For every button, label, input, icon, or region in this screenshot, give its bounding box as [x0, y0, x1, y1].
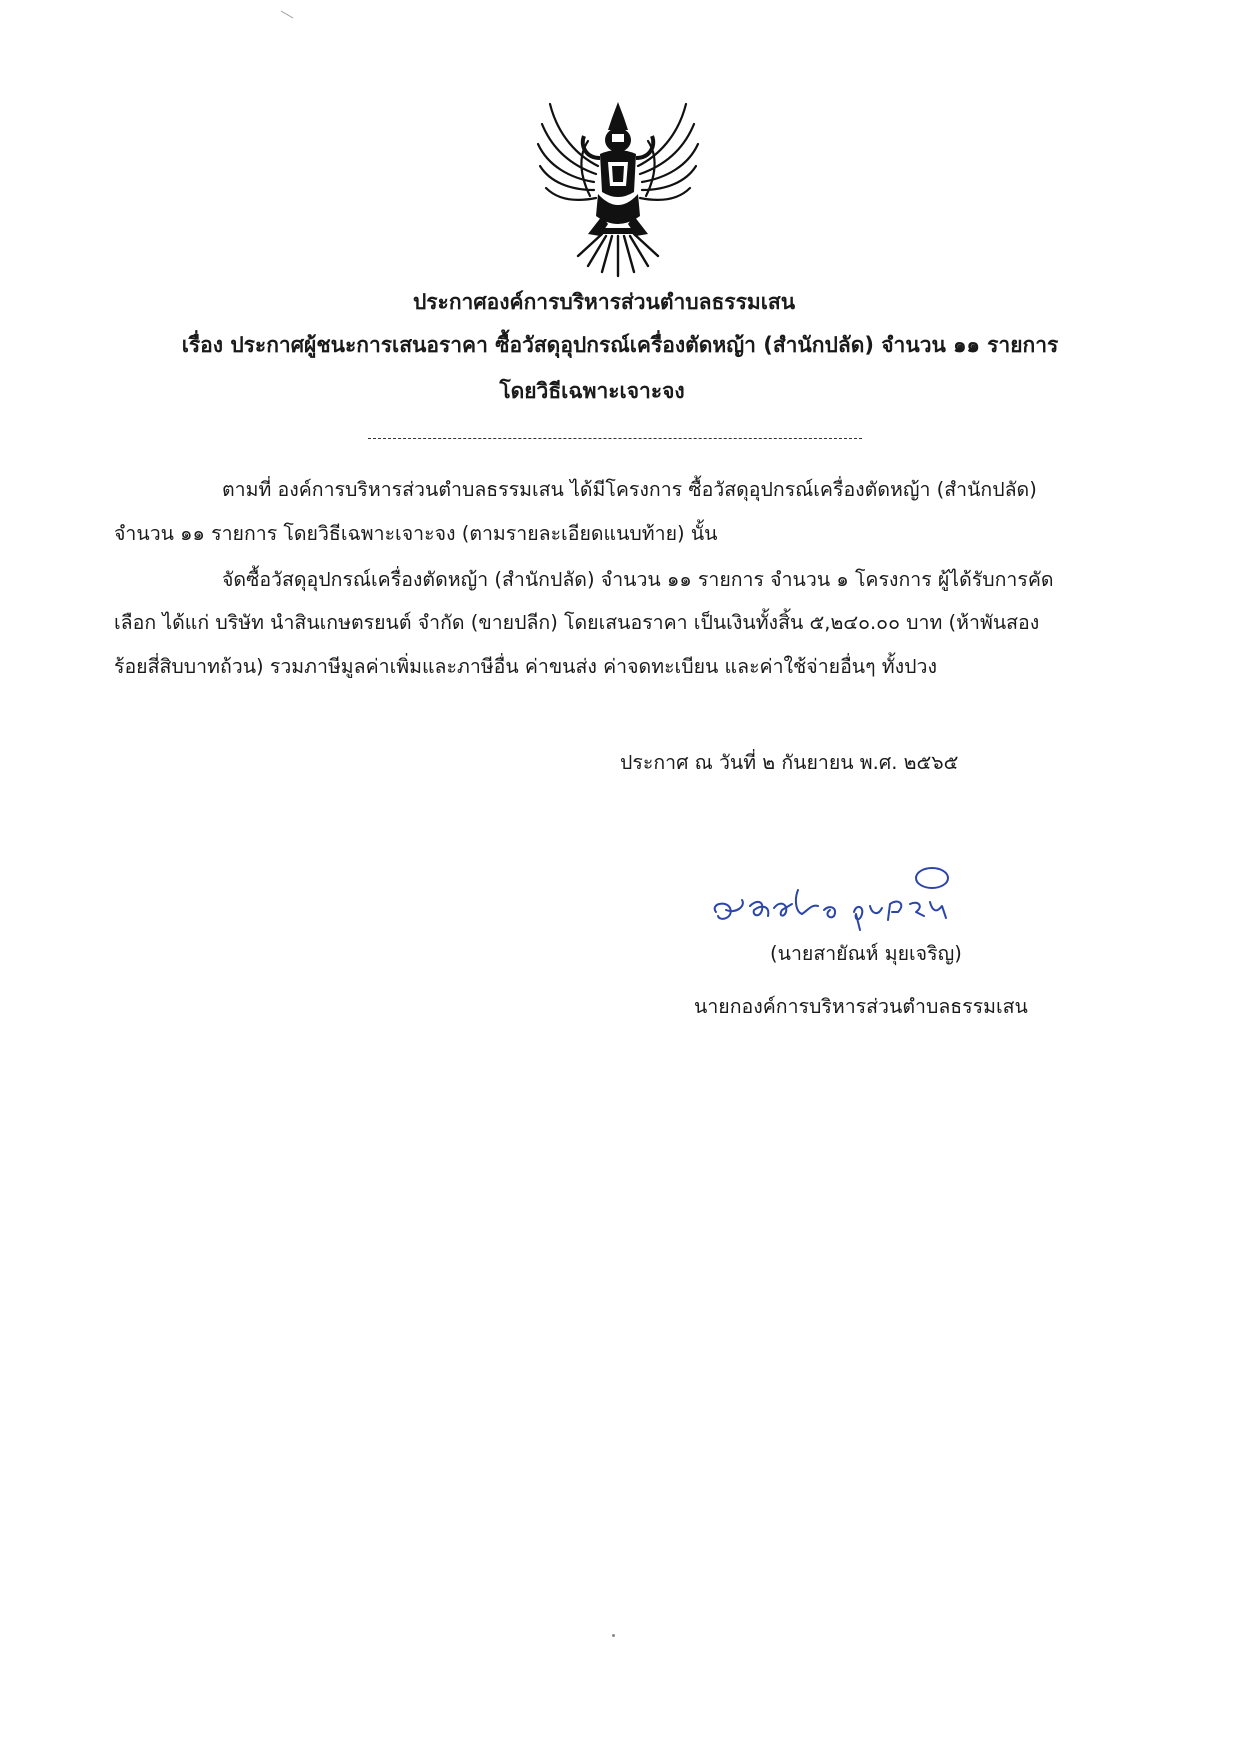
announcement-subject: เรื่อง ประกาศผู้ชนะการเสนอราคา ซื้อวัสดุอุปกรณ์เครื่องตัดหญ้า (สำนักปลัด) จำนวน ๑๑ รายการ — [181, 333, 1059, 357]
announcement-org-title: ประกาศองค์การบริหารส่วนตำบลธรรมเสน — [412, 290, 796, 314]
signer-position: นายกองค์การบริหารส่วนตำบลธรรมเสน — [694, 995, 1028, 1018]
body-paragraph-line: เลือก ได้แก่ บริษัท นำสินเกษตรยนต์ จำกัด (ขายปลีก) โดยเสนอราคา เป็นเงินทั้งสิ้น ๕,๒๔๐.๐๐ บาท (ห้าพันสอง — [114, 611, 1040, 634]
body-paragraph-line: จำนวน ๑๑ รายการ โดยวิธีเฉพาะเจาะจง (ตามรายละเอียดแนบท้าย) นั้น — [114, 522, 718, 545]
garuda-emblem-icon — [528, 96, 708, 281]
body-paragraph-line: จัดซื้อวัสดุอุปกรณ์เครื่องตัดหญ้า (สำนักปลัด) จำนวน ๑๑ รายการ จำนวน ๑ โครงการ ผู้ได้รับการคัด — [222, 568, 1054, 591]
announcement-method: โดยวิธีเฉพาะเจาะจง — [499, 379, 685, 403]
handwritten-signature — [706, 860, 982, 940]
announcement-date: ประกาศ ณ วันที่ ๒ กันยายน พ.ศ. ๒๕๖๕ — [620, 751, 959, 774]
body-paragraph-line: ร้อยสี่สิบบาทถ้วน) รวมภาษีมูลค่าเพิ่มและภาษีอื่น ค่าขนส่ง ค่าจดทะเบียน และค่าใช้จ่ายอื่นๆ ทั้งปวง — [114, 655, 938, 678]
scan-mark — [281, 11, 294, 19]
title-divider — [368, 438, 862, 439]
body-paragraph-line: ตามที่ องค์การบริหารส่วนตำบลธรรมเสน ได้มีโครงการ ซื้อวัสดุอุปกรณ์เครื่องตัดหญ้า (สำนักปลัด) — [222, 478, 1037, 501]
signer-name: (นายสายัณห์ มุยเจริญ) — [770, 942, 962, 965]
scan-dot — [612, 1634, 615, 1637]
